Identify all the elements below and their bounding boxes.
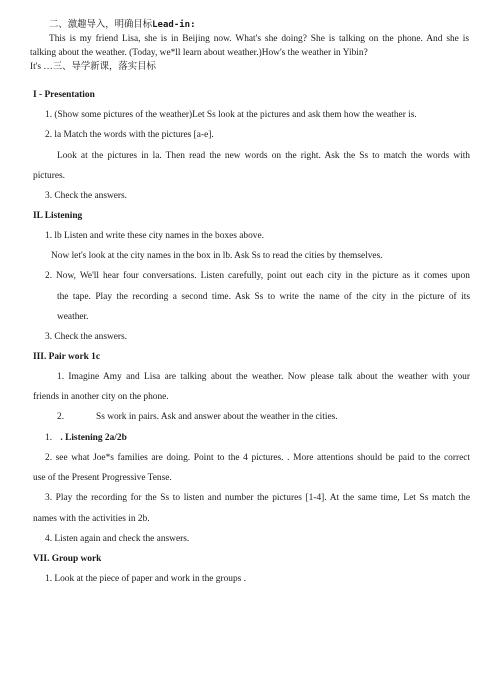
lead-in-heading [49, 19, 196, 31]
section-title-pairwork: III. Pair work 1c [33, 352, 101, 362]
presentation-paragraph-line-1: Look at the pictures in la. Then read the new words on the right. Ask the Ss to match the words with [57, 151, 470, 161]
listening-2-title: . Listening 2a/2b [60, 433, 127, 443]
section-title-listening: IL Listening [33, 211, 83, 221]
lead-in-heading-en: Lead-in: [152, 20, 196, 30]
listening-item-1: 1. lb Listen and write these city names in the boxes above. [45, 231, 264, 241]
lead-in-heading-cn: 二、激趣导入，明确目标 [49, 20, 153, 30]
listening-item-2-line-3: weather. [57, 312, 89, 322]
pairwork-item-2-number: 2. [57, 412, 65, 422]
listening-2-item-3-line-1: 3. Play the recording for the Ss to listen and number the pictures [1-4]. At the same time, Let Ss match the [45, 493, 470, 503]
listening-note: Now let's look at the city names in the box in lb. Ask Ss to read the cities by themselves. [51, 251, 383, 261]
listening-2-item-2-line-1: 2. see what Joe*s families are doing. Point to the 4 pictures. . More attentions should be paid to the correct [45, 453, 470, 463]
listening-2-number: 1. [45, 433, 53, 443]
presentation-item-1: 1. (Show some pictures of the weather)Let Ss look at the pictures and ask them how the weather is. [45, 110, 417, 120]
groupwork-item-1: 1. Look at the piece of paper and work in the groups . [45, 574, 246, 584]
listening-2-item-3-line-2: names with the activities in 2b. [33, 514, 150, 524]
presentation-item-2: 2. la Match the words with the pictures [a-e]. [45, 130, 214, 140]
listening-item-2-line-1: 2. Now, We'll hear four conversations. Listen carefully, point out each city in the picture as it comes upon [45, 271, 470, 281]
presentation-item-3: 3. Check the answers. [45, 191, 128, 201]
intro-line-2: talking about the weather. (Today, we*ll learn about weather.)How's the weather in Yibin? [30, 48, 368, 58]
listening-2-item-4: 4. Listen again and check the answers. [45, 534, 190, 544]
pairwork-item-1-line-2: friends in another city on the phone. [33, 392, 169, 402]
listening-2-item-2-line-2: use of the Present Progressive Tense. [33, 473, 172, 483]
listening-item-2-line-2: the tape. Play the recording a second time. Ask Ss to write the name of the city in the picture of its [57, 292, 470, 302]
section-title-groupwork: VII. Group work [33, 554, 102, 564]
listening-item-3: 3. Check the answers. [45, 332, 128, 342]
section-title-listening-2 [45, 432, 127, 444]
intro-line-3: It's …三、导学新课，落实目标 [30, 62, 156, 72]
intro-line-1: This is my friend Lisa, she is in Beijing now. What's she doing? She is talking on the phone. And she is [49, 34, 469, 44]
presentation-paragraph-line-2: pictures. [33, 171, 66, 181]
pairwork-item-2-text: Ss work in pairs. Ask and answer about the weather in the cities. [96, 412, 338, 422]
pairwork-item-1-line-1: 1. Imagine Amy and Lisa are talking about the weather. Now please talk about the weather with your [57, 372, 470, 382]
section-title-presentation: I - Presentation [33, 90, 95, 100]
